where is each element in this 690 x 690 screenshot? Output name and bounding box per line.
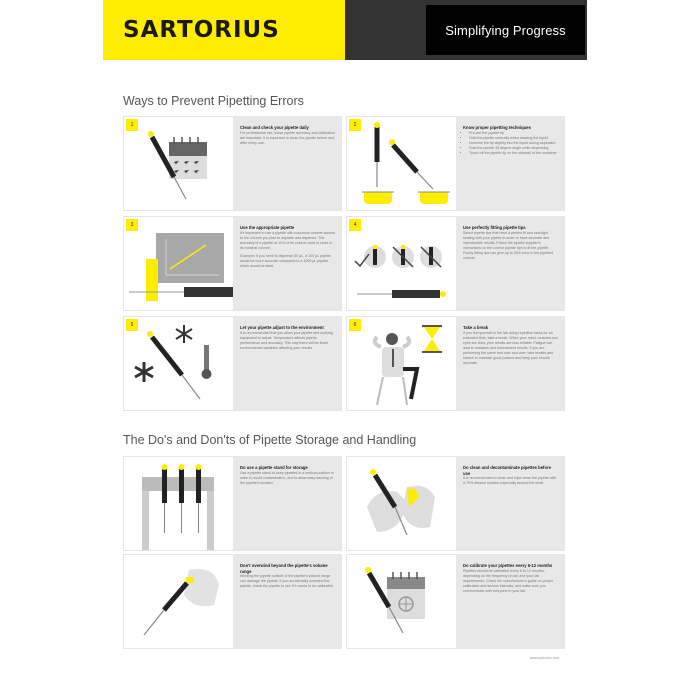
person-hourglass-icon bbox=[347, 317, 456, 410]
pipetting-technique-icon bbox=[347, 117, 456, 210]
tip-text bbox=[456, 317, 564, 410]
tip-text bbox=[233, 217, 341, 310]
tagline-box bbox=[426, 5, 585, 55]
illustration-pipette-calendar bbox=[124, 117, 233, 210]
illustration-pipette-stand bbox=[124, 457, 233, 550]
tip-example: Example: If you need to dispense 50 µL, a 100 µL pipette would be more accurate compared to a 1000 µL pipette which would be ideal. bbox=[240, 253, 331, 268]
tip-title: Use perfectly fitting pipette tips bbox=[463, 225, 526, 230]
pipette-overwind-icon bbox=[124, 555, 233, 648]
pipette-calendar-icon bbox=[124, 117, 233, 210]
environment-icon bbox=[124, 317, 233, 410]
handling-body: It is recommended to clean and wipe down the pipette with a 70% ethanol solution especially around the shaft. bbox=[463, 476, 557, 485]
handling-title: Do clean and decontaminate pipettes before use bbox=[463, 465, 551, 476]
illustration-environment bbox=[124, 317, 233, 410]
handling-title: Don't overwind beyond the pipette's volume range bbox=[240, 563, 328, 574]
step-number: 3 bbox=[126, 219, 138, 231]
tip-text bbox=[233, 317, 341, 410]
tip-title: Know proper pipetting techniques bbox=[463, 125, 531, 130]
tip-card-4 bbox=[347, 217, 564, 310]
pipette-calibration-calendar-icon bbox=[347, 555, 456, 648]
tip-body: Select pipette tips that have a perfect fit and seal tight sealing with your pipette in order to have accurate and reproducible results. Follow the pipette supplier's instructions on the correct pipette tips to fit the pipette. Poorly fitting tips can give up to 30% error in the pipetted volume. bbox=[463, 230, 554, 260]
handling-title: Do use a pipette stand for storage bbox=[240, 465, 308, 470]
handling-body: Pipettes should be calibrated every 6 to 12 months, depending on the frequency of use and your lab requirements. Check the manufacturer's guide on proper calibration and service intervals, and make sure you communicate with everyone in your lab. bbox=[463, 568, 553, 593]
step-number: 6 bbox=[349, 319, 361, 331]
illustration-tip-fitting bbox=[347, 217, 456, 310]
step-number: 2 bbox=[349, 119, 361, 131]
handling-card-2 bbox=[347, 457, 564, 550]
bullet: • Pre-wet the pipette tip bbox=[469, 131, 558, 136]
pipette-cleaning-icon bbox=[347, 457, 456, 550]
tip-fitting-icon bbox=[347, 217, 456, 310]
illustration-calibration bbox=[347, 555, 456, 648]
tip-card-6 bbox=[347, 317, 564, 410]
bullet: • Hold the pipette 45 degree angle while dispensing bbox=[469, 146, 558, 151]
tip-text bbox=[456, 117, 564, 210]
section-title-dos-donts: The Do's and Don'ts of Pipette Storage and Handling bbox=[123, 433, 417, 447]
tip-body: For professional use, these pipette accuracy and calibration are important. It is important to clean the pipette before and after every use. bbox=[240, 130, 335, 145]
tip-text bbox=[456, 217, 564, 310]
tip-card-3 bbox=[124, 217, 341, 310]
tip-card-2 bbox=[347, 117, 564, 210]
handling-card-4 bbox=[347, 555, 564, 648]
pipette-volume-chart-icon bbox=[124, 217, 233, 310]
tip-title: Let your pipette adjust to the environment bbox=[240, 325, 324, 330]
bullet: • Immerse the tip slightly into the liquid during aspiration bbox=[469, 141, 558, 146]
handling-text bbox=[456, 555, 564, 648]
handling-card-3 bbox=[124, 555, 341, 648]
section-title-prevent-errors: Ways to Prevent Pipetting Errors bbox=[123, 94, 304, 108]
handling-title: Do calibrate your pipettes every 6-12 months bbox=[463, 563, 553, 568]
handling-text bbox=[233, 457, 341, 550]
handling-body: Winding the pipette outside of the pipette's volume range can damage the pipette. If you accidentally overwind the pipette, check the pipette to see if it needs to be calibrated. bbox=[240, 574, 334, 588]
tip-body: If you find yourself in the lab doing repetitive tasks for an extended time, take a break. When your mind, muscles and eyes are tired, your results are less reliable. Fatigue can lead to mistakes and inconsistent results. If you are performing the same test over and over, take breaks and stretch to maintain good posture and keep your results accurate. bbox=[463, 330, 558, 365]
handling-card-1 bbox=[124, 457, 341, 550]
illustration-overwind bbox=[124, 555, 233, 648]
sartorius-logo: SARTORIUS bbox=[123, 17, 280, 43]
bullet: • Hold the pipette vertically when drawing the liquid bbox=[469, 136, 558, 141]
illustration-pipetting-technique bbox=[347, 117, 456, 210]
tip-card-5 bbox=[124, 317, 341, 410]
step-number: 1 bbox=[126, 119, 138, 131]
illustration-cleaning bbox=[347, 457, 456, 550]
pipette-stand-icon bbox=[124, 457, 233, 550]
handling-text bbox=[233, 555, 341, 648]
tip-bullets bbox=[463, 131, 558, 156]
step-number: 5 bbox=[126, 319, 138, 331]
tip-title: Use the appropriate pipette bbox=[240, 225, 295, 230]
bullet: • Touch off the pipette tip on the sidewall of the container bbox=[469, 151, 558, 156]
tip-card-1 bbox=[124, 117, 341, 210]
tip-title: Take a break bbox=[463, 325, 489, 330]
footer-url: www.sartorius.com bbox=[530, 656, 560, 660]
handling-text bbox=[456, 457, 564, 550]
tip-title: Clean and check your pipette daily bbox=[240, 125, 309, 130]
tip-body: It's important to use a pipette with maximum volume closest to the volume you plan to aspirate and dispense. The accuracy of a pipette at 10% of its volume used is close to its nominal volume. bbox=[240, 230, 335, 250]
illustration-pipette-chart bbox=[124, 217, 233, 310]
handling-body: Use a pipette stand to keep pipettes in a vertical position in order to avoid contamination, and to allow easy tracking of the pipette's location. bbox=[240, 470, 334, 485]
step-number: 4 bbox=[349, 219, 361, 231]
tip-body: It is recommended that you allow your pipette and working equipment to adjust. Temperature affects pipette performance and accuracy. This way there will be fewer environmental variables affecting your results. bbox=[240, 330, 333, 350]
illustration-take-break bbox=[347, 317, 456, 410]
tagline: Simplifying Progress bbox=[445, 22, 566, 38]
tip-text bbox=[233, 117, 341, 210]
